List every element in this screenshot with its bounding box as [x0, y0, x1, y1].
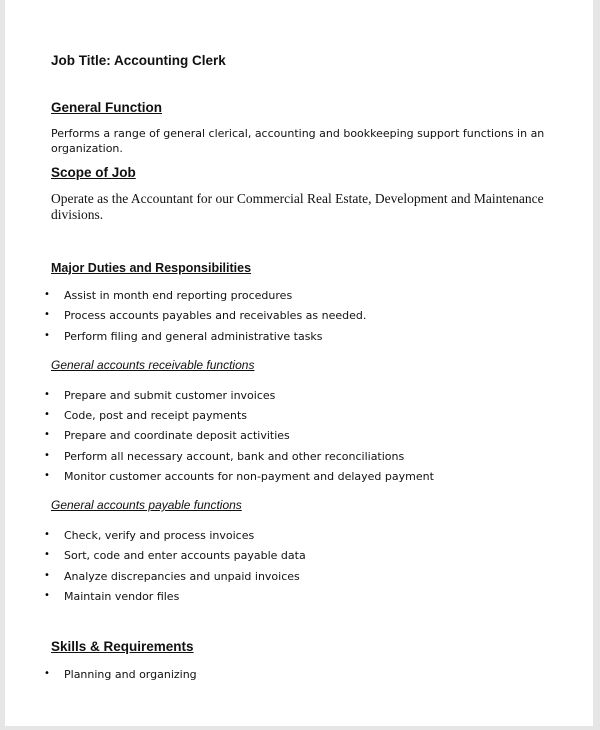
list-item: Prepare and coordinate deposit activities: [64, 429, 290, 442]
list-item: Prepare and submit customer invoices: [64, 389, 276, 402]
list-item: Check, verify and process invoices: [64, 529, 255, 542]
bullet-icon: •: [44, 389, 50, 400]
list-item: Perform filing and general administrative tasks: [64, 330, 323, 343]
general-function-heading: General Function: [51, 100, 163, 115]
bullet-icon: •: [44, 529, 50, 540]
duties-heading: Major Duties and Responsibilities: [51, 261, 252, 275]
list-item: Sort, code and enter accounts payable data: [64, 549, 306, 562]
payable-heading: General accounts payable functions: [51, 498, 242, 512]
list-item: Perform all necessary account, bank and other reconciliations: [64, 450, 405, 463]
job-title: Job Title: Accounting Clerk: [51, 53, 226, 68]
bullet-icon: •: [44, 330, 50, 341]
bullet-icon: •: [44, 668, 50, 679]
list-item: Process accounts payables and receivables as needed.: [64, 309, 367, 322]
scope-heading: Scope of Job: [51, 165, 136, 180]
bullet-icon: •: [44, 570, 50, 581]
bullet-icon: •: [44, 590, 50, 601]
bullet-icon: •: [44, 450, 50, 461]
general-function-text: organization.: [51, 142, 123, 155]
scope-text: divisions.: [51, 207, 104, 222]
bullet-icon: •: [44, 309, 50, 320]
general-function-text: Performs a range of general clerical, accounting and bookkeeping support functions in an: [51, 127, 545, 140]
list-item: Analyze discrepancies and unpaid invoices: [64, 570, 300, 583]
list-item: Monitor customer accounts for non-payment and delayed payment: [64, 470, 434, 483]
scope-text: Operate as the Accountant for our Commercial Real Estate, Development and Maintenance: [51, 191, 544, 206]
list-item: Maintain vendor files: [64, 590, 180, 603]
list-item: Code, post and receipt payments: [64, 409, 248, 422]
document-page: [5, 0, 593, 726]
bullet-icon: •: [44, 549, 50, 560]
bullet-icon: •: [44, 429, 50, 440]
receivable-heading: General accounts receivable functions: [51, 358, 255, 372]
list-item: Assist in month end reporting procedures: [64, 289, 293, 302]
skills-heading: Skills & Requirements: [51, 639, 194, 654]
bullet-icon: •: [44, 470, 50, 481]
list-item: Planning and organizing: [64, 668, 197, 681]
bullet-icon: •: [44, 289, 50, 300]
bullet-icon: •: [44, 409, 50, 420]
